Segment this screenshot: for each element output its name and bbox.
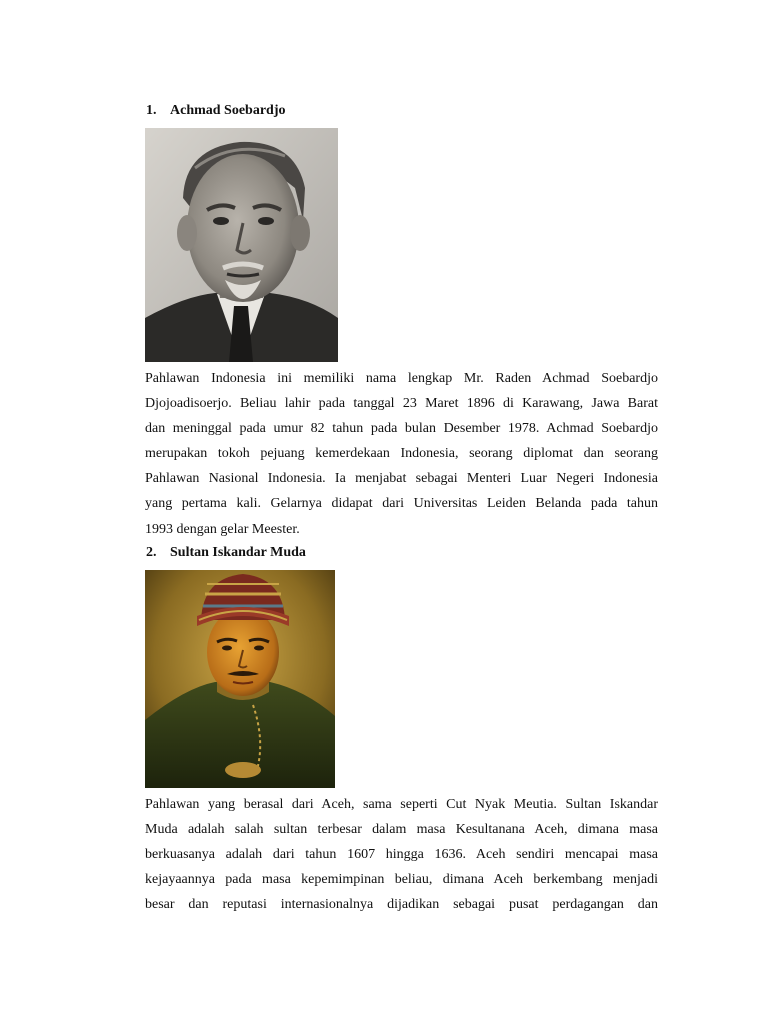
text-line: kejayaannya pada masa kepemimpinan beliau, dimana Aceh berkembang menjadi xyxy=(145,872,658,888)
section-title: Sultan Iskandar Muda xyxy=(170,545,306,560)
text-line: Djojoadisoerjo. Beliau lahir pada tanggal 23 Maret 1896 di Karawang, Jawa Barat xyxy=(145,396,658,412)
text-line: merupakan tokoh pejuang kemerdekaan Indonesia, seorang diplomat dan seorang xyxy=(145,446,658,462)
text-line: berkuasanya adalah dari tahun 1607 hingga 1636. Aceh sendiri mencapai masa xyxy=(145,847,658,863)
paragraph-sultan-iskandar-muda xyxy=(145,792,658,917)
section-number: 2. xyxy=(146,545,157,560)
section-number: 1. xyxy=(146,103,157,118)
text-line: Pahlawan yang berasal dari Aceh, sama seperti Cut Nyak Meutia. Sultan Iskandar xyxy=(145,797,658,812)
text-line: besar dan reputasi internasionalnya dijadikan sebagai pusat perdagangan dan xyxy=(145,897,658,913)
section-heading-1 xyxy=(146,103,286,119)
text-line: Pahlawan Indonesia ini memiliki nama lengkap Mr. Raden Achmad Soebardjo xyxy=(145,371,658,386)
paragraph-achmad-soebardjo xyxy=(145,366,658,542)
text-line: yang pertama kali. Gelarnya didapat dari Universitas Leiden Belanda pada tahun xyxy=(145,496,658,512)
section-heading-2 xyxy=(146,545,306,561)
section-title: Achmad Soebardjo xyxy=(170,103,286,118)
portrait-painting-sultan-iskandar-muda xyxy=(145,570,335,788)
portrait-photo-achmad-soebardjo xyxy=(145,128,338,362)
text-line: Muda adalah salah sultan terbesar dalam masa Kesultanana Aceh, dimana masa xyxy=(145,822,658,838)
text-line: Pahlawan Nasional Indonesia. Ia menjabat sebagai Menteri Luar Negeri Indonesia xyxy=(145,471,658,487)
text-line: 1993 dengan gelar Meester. xyxy=(145,521,300,537)
text-line: dan meninggal pada umur 82 tahun pada bulan Desember 1978. Achmad Soebardjo xyxy=(145,421,658,437)
